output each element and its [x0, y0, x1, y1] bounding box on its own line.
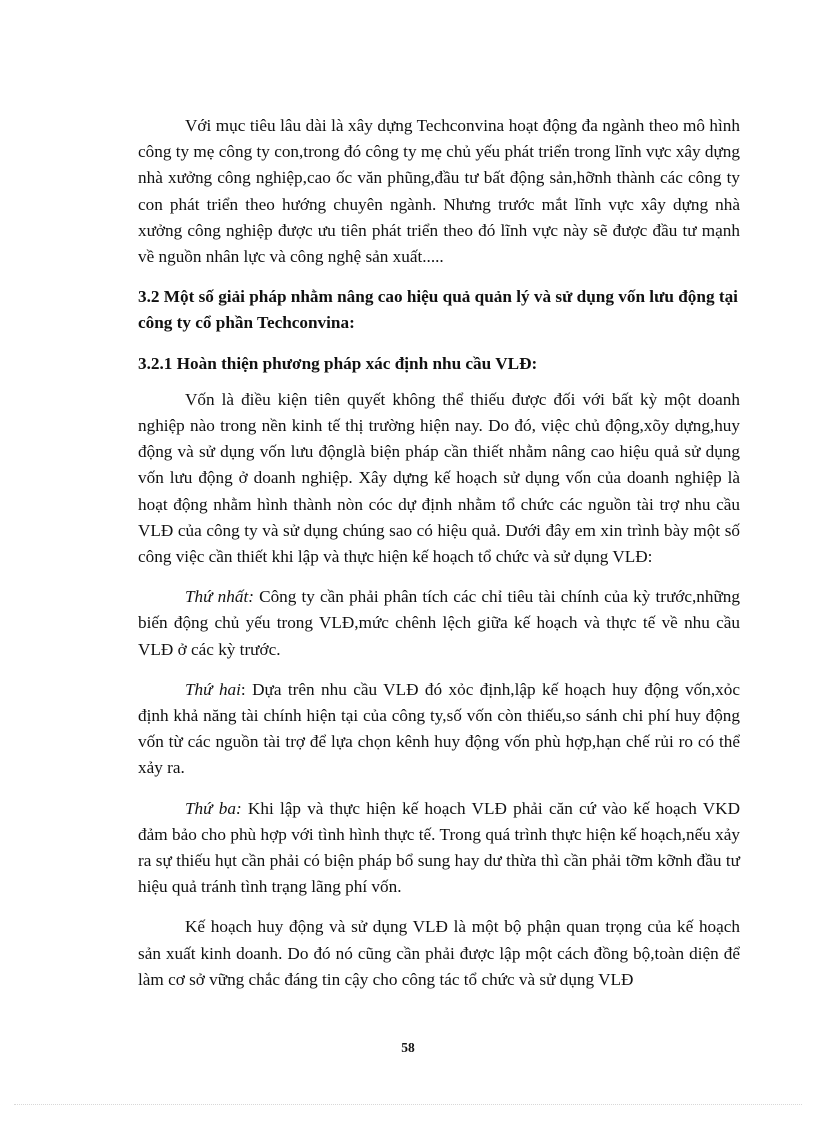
first-step-label: Thứ nhất: — [185, 587, 254, 607]
intro-paragraph: Với mục tiêu lâu dài là xây dựng Techconvina hoạt động đa ngành theo mô hình công ty mẹ công ty con,trong đó công ty mẹ chủ yếu phát triển trong lĩnh vực xây dựng nhà xưởng công nghiệp,cao ốc văn phũng,đầu tư bất động sản,hỡnh thành các công ty con phát triển theo hướng chuyên ngành. Nhưng trước mắt lĩnh vực xây dựng nhà xưởng công nghiệp được ưu tiên phát triển theo đó lĩnh vực này sẽ được đầu tư mạnh về nguồn nhân lực và công nghệ sản xuất..... — [138, 116, 740, 267]
page-content — [138, 113, 740, 1007]
second-step-paragraph — [138, 677, 740, 782]
closing-paragraph: Kế hoạch huy động và sử dụng VLĐ là một bộ phận quan trọng của kế hoạch sản xuất kinh doanh. Do đó nó cũng cần phải được lập một cách đồng bộ,toàn diện để làm cơ sở vững chắc đáng tin cậy cho công tác tổ chức và sử dụng VLĐ — [138, 917, 740, 989]
subsection-heading: 3.2.1 Hoàn thiện phương pháp xác định nhu cầu VLĐ: — [138, 353, 538, 373]
section-heading: 3.2 Một số giải pháp nhằm nâng cao hiệu quả quản lý và sử dụng vốn lưu động tại công ty cổ phần Techconvina: — [138, 287, 738, 333]
page-number: 58 — [401, 1040, 415, 1055]
second-step-text: : Dựa trên nhu cầu VLĐ đó xỏc định,lập kế hoạch huy động vốn,xỏc định khả năng tài chính hiện tại của công ty,số vốn còn thiếu,so sánh chi phí huy động vốn từ các nguồn tài trợ để lựa chọn kênh huy động vốn phù hợp,hạn chế rủi ro có thể xảy ra. — [138, 679, 740, 778]
first-step-text: Công ty cần phải phân tích các chỉ tiêu tài chính của kỳ trước,những biến động chủ yếu trong VLĐ,mức chênh lệch giữa kế hoạch và thực tế về nhu cầu VLĐ ở các kỳ trước. — [138, 587, 740, 659]
capital-paragraph: Vốn là điều kiện tiên quyết không thể thiếu được đối với bất kỳ một doanh nghiệp nào trong nền kinh tế thị trường hiện nay. Do đó, việc chủ động,xõy dựng,huy động và sử dụng vốn lưu độnglà biện pháp cần thiết nhằm nâng cao hiệu quả sử dụng vốn lưu động ở doanh nghiệp. Xây dựng kế hoạch sử dụng vốn của doanh nghiệp là hoạt động nhằm hình thành nòn cóc dự định nhằm tổ chức các nguồn tài trợ nhu cầu VLĐ của công ty và sử dụng chúng sao có hiệu quả. Dưới đây em xin trình bày một số công việc cần thiết khi lập và thực hiện kế hoạch tổ chức và sử dụng VLĐ: — [138, 389, 740, 567]
third-step-paragraph — [138, 796, 740, 901]
second-step-label: Thứ hai — [185, 679, 241, 699]
first-step-paragraph — [138, 584, 740, 663]
page-bottom-divider — [14, 1104, 802, 1105]
third-step-text: Khi lập và thực hiện kế hoạch VLĐ phải căn cứ vào kế hoạch VKD đảm bảo cho phù hợp với tình hình thực tế. Trong quá trình thực hiện kế hoạch,nếu xảy ra sự thiếu hụt cần phải có biện pháp bổ sung hay dư thừa thì cần phải tỡm kỡnh đầu tư hiệu quả tránh tình trạng lãng phí vốn. — [138, 798, 740, 897]
third-step-label: Thứ ba: — [185, 798, 242, 818]
